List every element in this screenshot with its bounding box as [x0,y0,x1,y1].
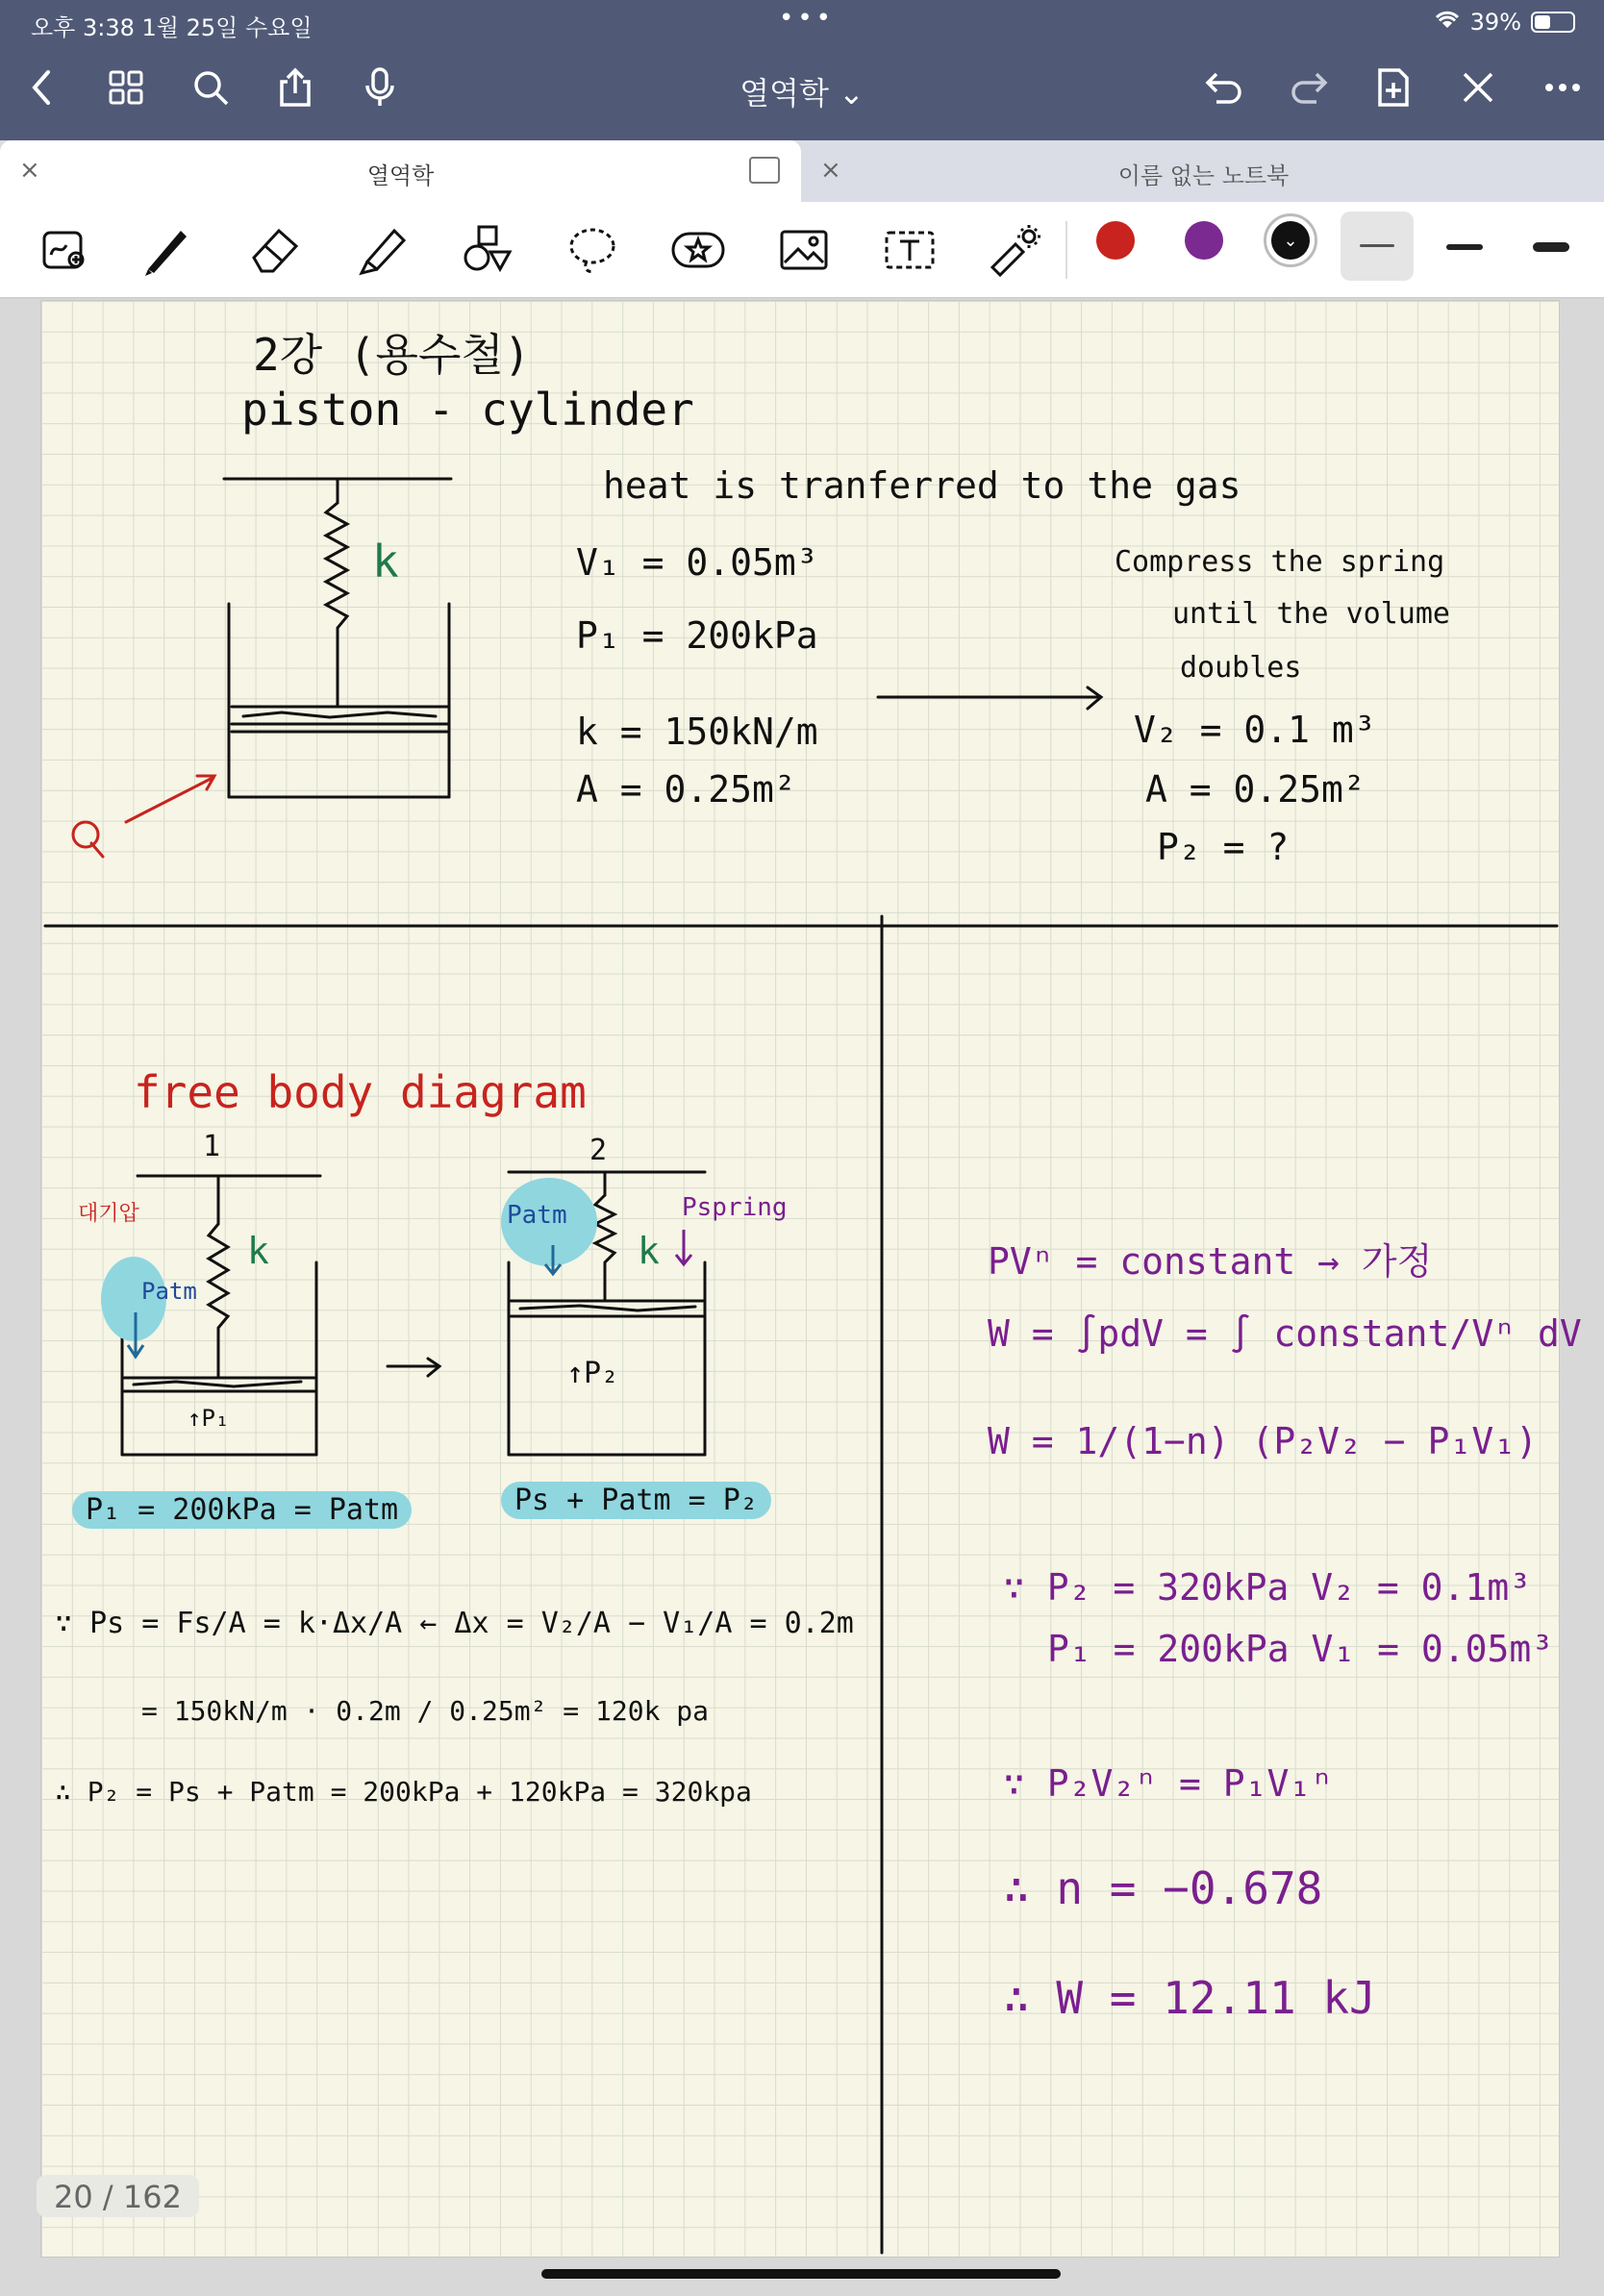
microphone-icon[interactable] [356,63,404,112]
home-indicator[interactable] [541,2269,1061,2279]
split-view-icon[interactable] [749,157,780,184]
lasso-icon[interactable] [562,221,623,279]
battery-icon [1531,12,1575,33]
color-swatch-purple[interactable] [1185,221,1223,260]
note-page[interactable] [40,300,1582,2258]
image-icon[interactable] [773,221,835,279]
up-p2-label: ↑P₂ [566,1357,619,1390]
note-v2: V₂ = 0.1 m³ [1134,709,1376,751]
navigation-bar [0,44,1604,140]
chevron-down-icon: ⌄ [1271,221,1310,260]
right-eq-2: W = ∫pdV = ∫ constant/Vⁿ dV [988,1312,1582,1355]
zoom-window-icon[interactable] [35,221,96,279]
multitask-dots[interactable]: ••• [779,4,836,33]
note-heading-2: piston - cylinder [241,384,694,436]
tab-bar [0,140,1604,202]
close-tab-icon[interactable]: × [820,156,841,185]
status-time: 오후 3:38 1월 25일 수요일 [31,14,313,41]
note-heat-text: heat is tranferred to the gas [603,464,1241,507]
spring-top [326,503,347,705]
right-eq-1: PVⁿ = constant → 가정 [988,1240,1433,1283]
calc-line-3: ∴ P₂ = Ps + Patm = 200kPa + 120kPa = 320kpa [55,1776,752,1808]
right-eq-4: ∵ P₂ = 320kPa V₂ = 0.1m³ [1003,1566,1532,1609]
pen-off-icon[interactable] [1454,63,1502,112]
pspring-label: Pspring [682,1193,788,1222]
sticker-icon[interactable] [667,221,729,279]
battery-percent: 39% [1469,9,1521,36]
note-a: A = 0.25m² [576,768,796,811]
right-eq-6: ∵ P₂V₂ⁿ = P₁V₁ⁿ [1003,1762,1334,1805]
note-compress-2: until the volume [1172,597,1450,631]
fbd-label-2: 2 [589,1134,608,1167]
patm-label-1: Patm [141,1278,197,1305]
shapes-icon[interactable] [458,221,519,279]
patm-label-2: Patm [507,1201,567,1230]
note-compress-3: doubles [1180,651,1302,685]
battery-indicator [1434,9,1575,36]
up-p1-label: ↑P₁ [188,1405,230,1432]
search-icon[interactable] [187,63,235,112]
right-eq-8: ∴ W = 12.11 kJ [1003,1972,1376,2024]
calc-line-2: = 150kN/m · 0.2m / 0.25m² = 120k pa [141,1695,710,1727]
text-tool-icon[interactable] [879,221,940,279]
stroke-width-thin-selected[interactable] [1341,212,1414,281]
spring-constant-label: k [372,536,399,587]
wifi-icon [1434,9,1461,36]
stroke-width-thick[interactable] [1533,242,1569,252]
grid-view-icon[interactable] [102,63,150,112]
tab-thermodynamics[interactable] [0,140,801,202]
notebook-title[interactable]: 열역학 ⌄ [739,75,865,112]
note-compress-1: Compress the spring [1115,545,1445,579]
eraser-icon[interactable] [244,221,306,279]
note-heading-1: 2강 (용수철) [253,329,531,381]
right-eq-5: P₁ = 200kPa V₁ = 0.05m³ [1047,1628,1554,1670]
note-k: k = 150kN/m [576,711,818,753]
share-icon[interactable] [271,63,319,112]
tab-label: 이름 없는 노트북 [1117,162,1290,189]
right-eq-7: ∴ n = −0.678 [1003,1862,1323,1914]
tab-label: 열역학 [366,162,435,189]
highlighter-icon[interactable] [352,221,414,279]
right-eq-3: W = 1/(1−n) (P₂V₂ − P₁V₁) [988,1420,1538,1462]
page-indicator[interactable]: 20 / 162 [37,2175,199,2217]
add-page-icon[interactable] [1369,63,1417,112]
fbd-label-1: 1 [203,1130,221,1163]
stroke-width-medium[interactable] [1446,244,1483,250]
eq-ps-highlighted: Ps + Patm = P₂ [501,1484,771,1517]
note-p1: P₁ = 200kPa [576,614,818,657]
note-p2-question: P₂ = ? [1157,826,1290,868]
laser-pointer-icon[interactable] [985,221,1046,279]
toolbar-divider [1065,221,1067,279]
k-label-fbd-1: k [247,1230,269,1272]
note-a2: A = 0.25m² [1145,768,1366,811]
calc-line-1: ∵ Ps = Fs/A = k·Δx/A ← Δx = V₂/A − V₁/A = 0.2m [55,1607,854,1640]
color-swatch-black-selected[interactable] [1264,213,1317,267]
close-tab-icon[interactable]: × [19,156,40,185]
undo-icon[interactable] [1200,63,1248,112]
atm-korean-label: 대기압 [78,1202,139,1226]
redo-icon[interactable] [1285,63,1333,112]
fbd-title: free body diagram [134,1066,587,1118]
more-icon[interactable] [1539,63,1587,112]
pen-tool-icon[interactable] [135,221,196,279]
status-bar [0,0,1604,44]
back-icon[interactable] [17,63,65,112]
color-swatch-red[interactable] [1096,221,1135,260]
note-v1: V₁ = 0.05m³ [576,541,818,584]
tab-untitled-notebook[interactable] [803,140,1604,202]
k-label-fbd-2: k [638,1230,660,1272]
eq-p1-highlighted: P₁ = 200kPa = Patm [72,1493,412,1527]
